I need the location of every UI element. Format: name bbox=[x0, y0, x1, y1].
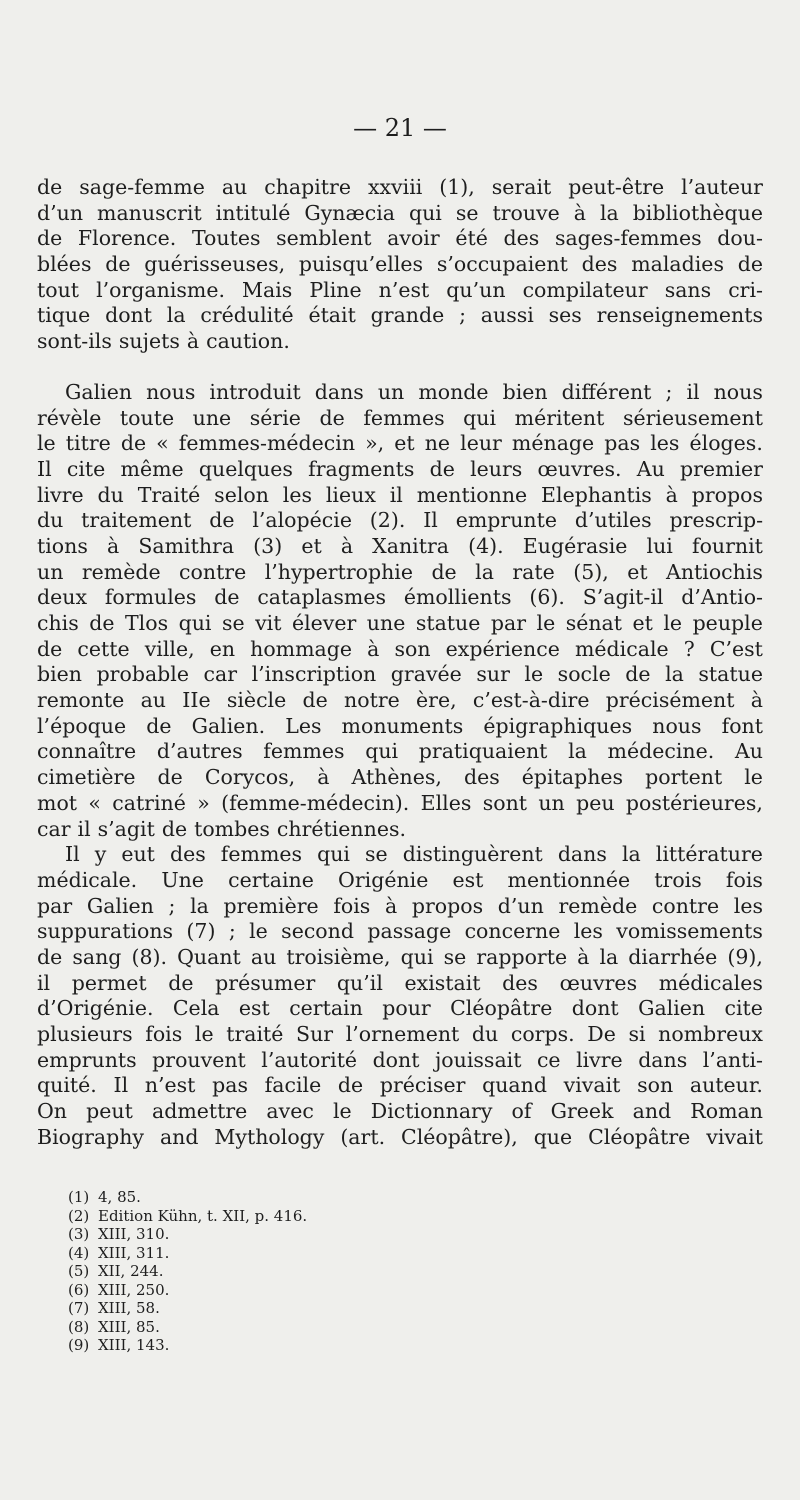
footnote-number: (3) bbox=[68, 1225, 90, 1243]
text-line: un remède contre l’hypertrophie de la rate (5), et Antiochis bbox=[37, 559, 763, 584]
footnote-number: (6) bbox=[68, 1280, 90, 1299]
footnote bbox=[68, 1262, 307, 1281]
text-line: d’Origénie. Cela est certain pour Cléopâtre dont Galien cite bbox=[37, 996, 763, 1021]
text-line: plusieurs fois le traité Sur l’ornement du corps. De si nombreux bbox=[37, 1022, 763, 1046]
footnote-number: (1) bbox=[68, 1188, 90, 1206]
text-line: le titre de « femmes-médecin », et ne leur ménage pas les éloges. bbox=[37, 431, 763, 456]
footnote-text: XIII, 85. bbox=[98, 1317, 160, 1336]
text-line: cimetière de Corycos, à Athènes, des épitaphes portent le bbox=[37, 765, 763, 790]
text-line: Il y eut des femmes qui se distinguèrent dans la littérature bbox=[65, 842, 763, 867]
footnote-text: XIII, 250. bbox=[98, 1280, 170, 1299]
text-line: Biography and Mythology (art. Cléopâtre), que Cléopâtre vivait bbox=[37, 1124, 763, 1149]
footnote-number: (4) bbox=[68, 1243, 90, 1262]
text-line: révèle toute une série de femmes qui méritent sérieusement bbox=[37, 405, 763, 430]
text-line: mot « catriné » (femme-médecin). Elles sont un peu postérieures, bbox=[37, 790, 763, 815]
footnotes bbox=[68, 1188, 307, 1355]
text-line: tique dont la crédulité était grande ; aussi ses renseignements bbox=[37, 303, 763, 328]
text-line: On peut admettre avec le Dictionnary of Greek and Roman bbox=[37, 1099, 763, 1124]
text-line: de Florence. Toutes semblent avoir été des sages-femmes dou- bbox=[37, 226, 763, 251]
footnote-text: Edition Kühn, t. XII, p. 416. bbox=[98, 1206, 308, 1225]
text-line: livre du Traité selon les lieux il mentionne Elephantis à propos bbox=[37, 482, 763, 507]
text-line: car il s’agit de tombes chrétiennes. bbox=[37, 816, 407, 841]
text-line: emprunts prouvent l’autorité dont jouissait ce livre dans l’anti- bbox=[37, 1047, 763, 1072]
text-line: tout l’organisme. Mais Pline n’est qu’un compilateur sans cri- bbox=[37, 277, 763, 302]
footnote bbox=[68, 1188, 307, 1207]
footnote-text: XIII, 311. bbox=[98, 1243, 170, 1262]
footnote-text: XIII, 143. bbox=[98, 1336, 170, 1354]
footnote-number: (9) bbox=[68, 1336, 90, 1354]
footnote-text: 4, 85. bbox=[98, 1188, 141, 1206]
text-line: de sang (8). Quant au troisième, qui se rapporte à la diarrhée (9), bbox=[37, 944, 763, 969]
text-line: remonte au IIe siècle de notre ère, c’est-à-dire précisément à bbox=[37, 688, 763, 713]
footnote bbox=[68, 1281, 307, 1300]
footnote bbox=[68, 1244, 307, 1263]
footnote-number: (8) bbox=[68, 1317, 90, 1336]
footnote bbox=[68, 1336, 307, 1355]
footnote-number: (2) bbox=[68, 1206, 90, 1225]
text-line: de cette ville, en hommage à son expérience médicale ? C’est bbox=[37, 636, 763, 661]
footnote-number: (7) bbox=[68, 1299, 90, 1317]
footnote bbox=[68, 1318, 307, 1337]
paragraph-gap bbox=[37, 355, 763, 380]
text-line: suppurations (7) ; le second passage concerne les vomissements bbox=[37, 919, 763, 944]
text-line: l’époque de Galien. Les monuments épigraphiques nous font bbox=[37, 713, 763, 738]
text-line: chis de Tlos qui se vit élever une statue par le sénat et le peuple bbox=[37, 611, 763, 635]
footnote-number: (5) bbox=[68, 1262, 90, 1280]
footnote-text: XII, 244. bbox=[98, 1262, 164, 1280]
page-number: — 21 — bbox=[353, 114, 447, 142]
footnote-text: XIII, 58. bbox=[98, 1299, 160, 1317]
text-line: médicale. Une certaine Origénie est mentionnée trois fois bbox=[37, 867, 763, 892]
text-line: par Galien ; la première fois à propos d’un remède contre les bbox=[37, 893, 763, 918]
footnote bbox=[68, 1225, 307, 1244]
text-line: quité. Il n’est pas facile de préciser quand vivait son auteur. bbox=[37, 1073, 763, 1098]
text-line: du traitement de l’alopécie (2). Il emprunte d’utiles prescrip- bbox=[37, 508, 763, 533]
text-line: de sage-femme au chapitre xxviii (1), serait peut-être l’auteur bbox=[37, 175, 763, 199]
text-line: deux formules de cataplasmes émollients (6). S’agit-il d’Antio- bbox=[37, 585, 763, 610]
footnote bbox=[68, 1299, 307, 1318]
text-line: Il cite même quelques fragments de leurs œuvres. Au premier bbox=[37, 456, 763, 481]
text-line: blées de guérisseuses, puisqu’elles s’occupaient des maladies de bbox=[37, 252, 763, 277]
text-line: il permet de présumer qu’il existait des œuvres médicales bbox=[37, 970, 763, 995]
footnote-text: XIII, 310. bbox=[98, 1225, 170, 1243]
text-line: connaître d’autres femmes qui pratiquaient la médecine. Au bbox=[37, 739, 763, 764]
text-line: sont-ils sujets à caution. bbox=[37, 329, 290, 354]
footnote bbox=[68, 1207, 307, 1226]
body-text bbox=[37, 175, 763, 1150]
text-line: bien probable car l’inscription gravée sur le socle de la statue bbox=[37, 662, 763, 687]
text-line: Galien nous introduit dans un monde bien différent ; il nous bbox=[65, 379, 763, 404]
text-line: d’un manuscrit intitulé Gynæcia qui se trouve à la bibliothèque bbox=[37, 200, 763, 225]
text-line: tions à Samithra (3) et à Xanitra (4). Eugérasie lui fournit bbox=[37, 533, 763, 558]
